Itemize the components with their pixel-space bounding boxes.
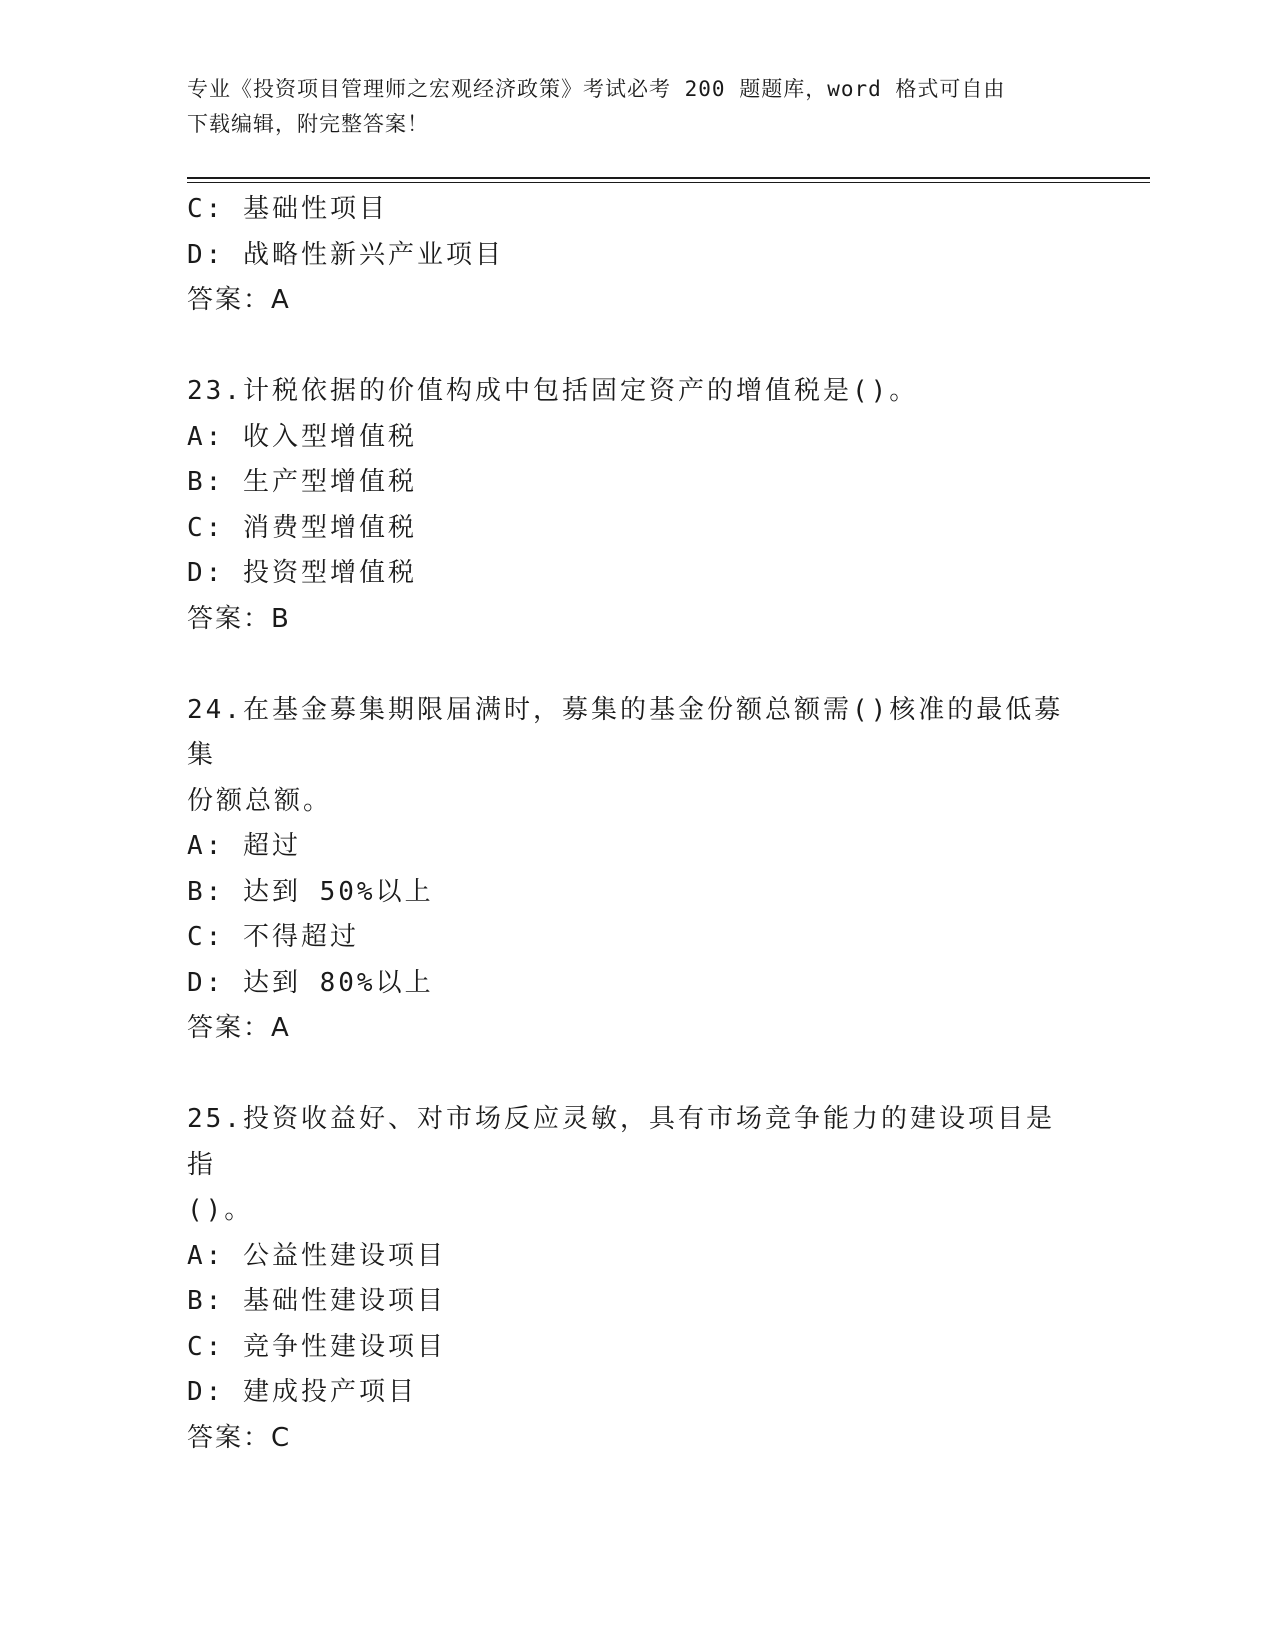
question-24 [187,688,1087,1052]
option-a: A: 收入型增值税 [187,421,417,452]
option-d: D: 建成投产项目 [187,1377,417,1407]
option-b: B: 达到 50%以上 [187,876,434,907]
question-list [187,187,1087,1461]
answer-line: 答案：A [187,1013,291,1043]
option-c: C: 基础性项目 [187,194,388,224]
document-header [187,72,1067,142]
question-stem-line-2: ()。 [187,1195,254,1225]
option-b: B: 基础性建设项目 [187,1286,446,1316]
question-25 [187,1097,1087,1461]
header-line-2: 下载编辑，附完整答案！ [187,112,429,136]
option-c: C: 竞争性建设项目 [187,1331,446,1362]
option-b: B: 生产型增值税 [187,467,417,497]
header-divider-thin [187,182,1150,183]
option-c: C: 消费型增值税 [187,512,417,543]
question-stem: 23.计税依据的价值构成中包括固定资产的增值税是()。 [187,376,919,406]
question-stem-line-1: 24.在基金募集期限届满时，募集的基金份额总额需()核准的最低募集 [187,694,1064,770]
option-c: C: 不得超过 [187,922,359,952]
header-divider-thick [187,177,1150,179]
answer-line: 答案：B [187,603,291,634]
answer-line: 答案：A [187,285,291,315]
question-22-continuation [187,187,1087,324]
question-stem-line-2: 份额总额。 [187,785,333,816]
question-23 [187,369,1087,642]
spacer [187,1052,1087,1098]
option-d: D: 达到 80%以上 [187,967,434,998]
option-d: D: 战略性新兴产业项目 [187,239,504,270]
spacer [187,324,1087,370]
answer-line: 答案：C [187,1422,292,1453]
header-line-1: 专业《投资项目管理师之宏观经济政策》考试必考 200 题题库，word 格式可自由 [187,77,1006,101]
option-a: A: 超过 [187,831,301,861]
spacer [187,642,1087,688]
option-d: D: 投资型增值税 [187,558,417,588]
question-stem-line-1: 25.投资收益好、对市场反应灵敏，具有市场竞争能力的建设项目是指 [187,1104,1055,1180]
option-a: A: 公益性建设项目 [187,1240,446,1271]
